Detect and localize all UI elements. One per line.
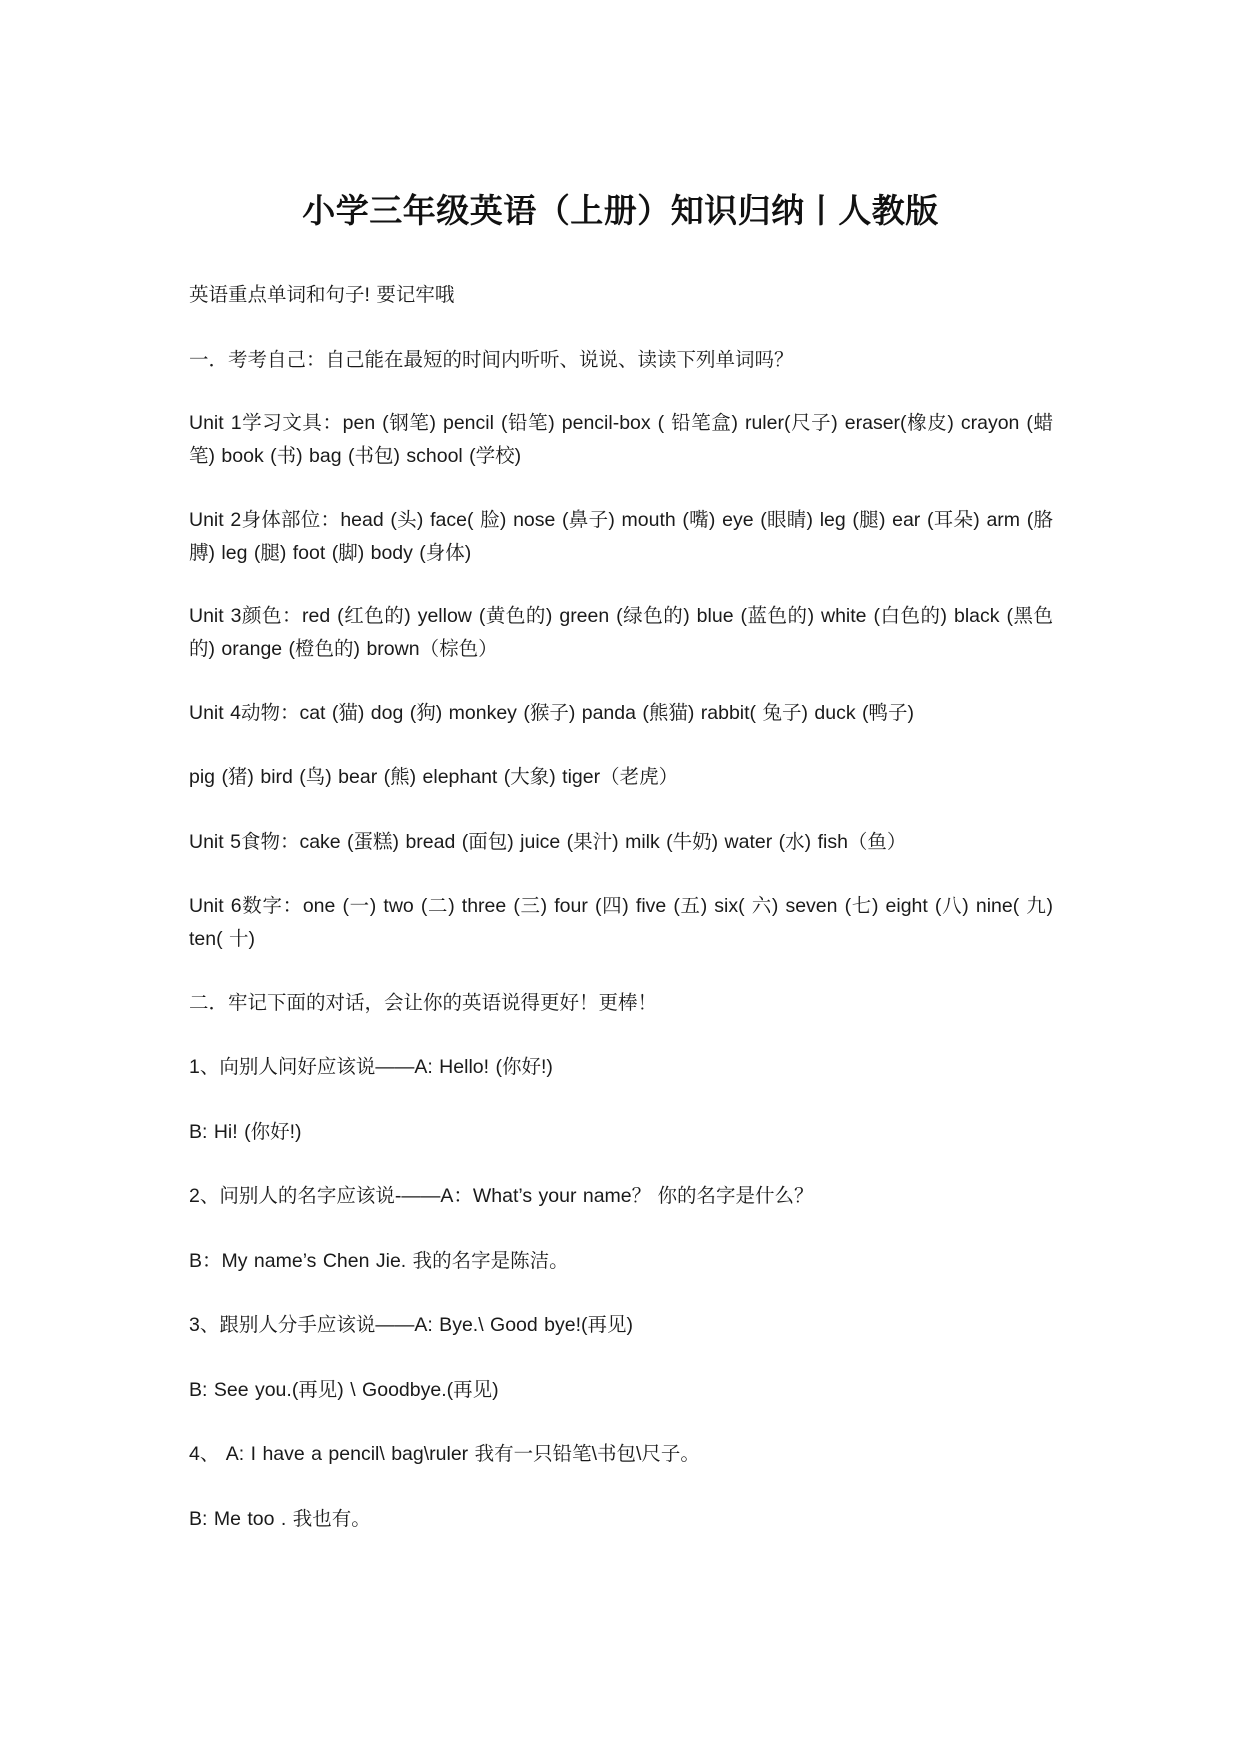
section-two-heading: 二．牢记下面的对话，会让你的英语说得更好！更棒！ <box>189 992 658 1014</box>
dialogue-1-a: 1、向别人问好应该说——A: Hello! (你好!) <box>189 1056 553 1078</box>
unit-3-vocabulary: Unit 3颜色：red (红色的) yellow (黄色的) green (绿色的) blue (蓝色的) white (白色的) black (黑色的) orange (橙色的) brown（棕色） <box>189 605 1053 660</box>
intro-paragraph: 英语重点单词和句子! 要记牢哦 <box>189 284 455 306</box>
dialogue-2-a: 2、问别人的名字应该说-——A：What’s your name？ 你的名字是什么？ <box>189 1185 814 1207</box>
unit-6-vocabulary: Unit 6数字：one (一) two (二) three (三) four (四) five (五) six( 六) seven (七) eight (八) nine( 九) ten( 十) <box>189 895 1053 950</box>
dialogue-2-b: B：My name’s Chen Jie. 我的名字是陈洁。 <box>189 1250 569 1272</box>
unit-4-vocabulary-continued: pig (猪) bird (鸟) bear (熊) elephant (大象) tiger（老虎） <box>189 766 679 788</box>
dialogue-3-a: 3、跟别人分手应该说——A: Bye.\ Good bye!(再见) <box>189 1314 634 1336</box>
unit-1-vocabulary: Unit 1学习文具：pen (钢笔) pencil (铅笔) pencil-box ( 铅笔盒) ruler(尺子) eraser(橡皮) crayon (蜡笔) book (书) bag (书包) school (学校) <box>189 412 1053 467</box>
dialogue-1-b: B: Hi! (你好!) <box>189 1121 302 1143</box>
dialogue-4-b: B: Me too . 我也有。 <box>189 1508 371 1530</box>
dialogue-3-b: B: See you.(再见) \ Goodbye.(再见) <box>189 1379 499 1401</box>
document-title: 小学三年级英语（上册）知识归纳丨人教版 <box>302 191 939 230</box>
unit-5-vocabulary: Unit 5食物：cake (蛋糕) bread (面包) juice (果汁) milk (牛奶) water (水) fish（鱼） <box>189 831 907 853</box>
unit-2-vocabulary: Unit 2身体部位：head (头) face( 脸) nose (鼻子) mouth (嘴) eye (眼睛) leg (腿) ear (耳朵) arm (胳膊) leg (腿) foot (脚) body (身体) <box>189 509 1053 564</box>
unit-4-vocabulary: Unit 4动物：cat (猫) dog (狗) monkey (猴子) panda (熊猫) rabbit( 兔子) duck (鸭子) <box>189 702 914 724</box>
dialogue-4-a: 4、 A: I have a pencil\ bag\ruler 我有一只铅笔\书包\尺子。 <box>189 1443 700 1465</box>
section-one-heading: 一．考考自己：自己能在最短的时间内听听、说说、读读下列单词吗？ <box>189 349 794 371</box>
